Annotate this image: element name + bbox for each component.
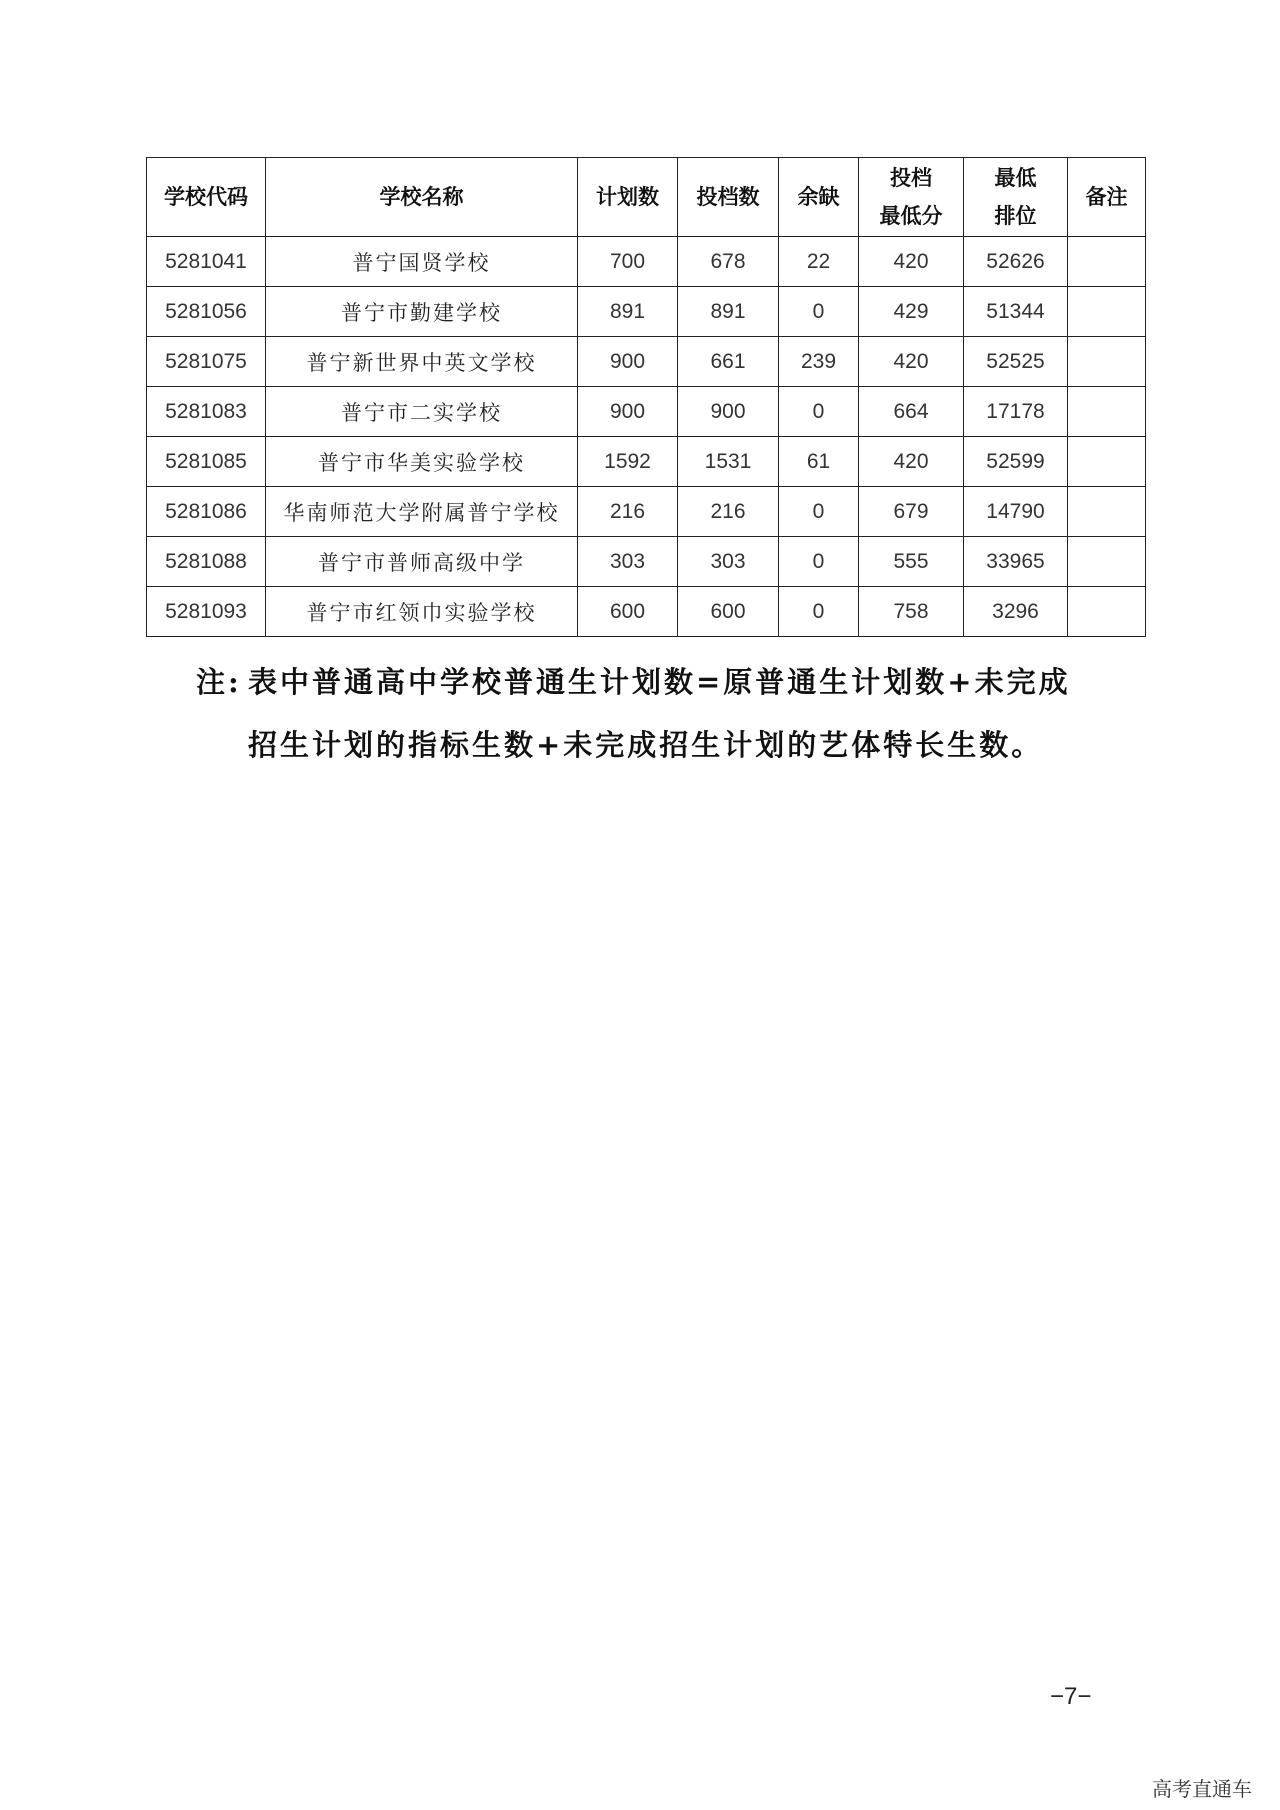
plan-count-cell: 900 xyxy=(578,337,678,387)
school-code-cell: 5281075 xyxy=(147,337,266,387)
table-row xyxy=(147,337,1146,387)
min-score-cell: 420 xyxy=(859,237,964,287)
remark-cell xyxy=(1068,237,1146,287)
min-rank-cell: 17178 xyxy=(964,387,1068,437)
school-name-cell: 普宁市勤建学校 xyxy=(266,287,578,337)
school-name-cell: 普宁市普师高级中学 xyxy=(266,537,578,587)
admitted-count-cell: 216 xyxy=(678,487,779,537)
school-code-cell: 5281083 xyxy=(147,387,266,437)
admitted-count-cell: 303 xyxy=(678,537,779,587)
admitted-count-cell: 900 xyxy=(678,387,779,437)
min-score-cell: 420 xyxy=(859,437,964,487)
column-header-line: 最低 xyxy=(994,166,1037,190)
min-rank-cell: 52626 xyxy=(964,237,1068,287)
school-code-cell: 5281093 xyxy=(147,587,266,637)
min-score-cell: 679 xyxy=(859,487,964,537)
gap-cell: 239 xyxy=(779,337,859,387)
min-score-cell: 420 xyxy=(859,337,964,387)
remark-cell xyxy=(1068,437,1146,487)
column-header xyxy=(859,158,964,237)
plan-count-cell: 216 xyxy=(578,487,678,537)
table-row xyxy=(147,387,1146,437)
admitted-count-cell: 1531 xyxy=(678,437,779,487)
column-header xyxy=(578,158,678,237)
school-code-cell: 5281086 xyxy=(147,487,266,537)
page-number: −7− xyxy=(1050,1683,1092,1710)
school-code-cell: 5281041 xyxy=(147,237,266,287)
plan-count-cell: 303 xyxy=(578,537,678,587)
school-code-cell: 5281085 xyxy=(147,437,266,487)
table-row xyxy=(147,487,1146,537)
gap-cell: 0 xyxy=(779,537,859,587)
admitted-count-cell: 661 xyxy=(678,337,779,387)
column-header-line: 投档 xyxy=(890,166,932,190)
min-rank-cell: 52599 xyxy=(964,437,1068,487)
min-rank-cell: 51344 xyxy=(964,287,1068,337)
column-header xyxy=(266,158,578,237)
school-name-cell: 普宁新世界中英文学校 xyxy=(266,337,578,387)
plan-count-cell: 891 xyxy=(578,287,678,337)
table-row xyxy=(147,237,1146,287)
footnote xyxy=(196,651,1096,777)
admitted-count-cell: 678 xyxy=(678,237,779,287)
column-header-line: 计划数 xyxy=(596,185,659,209)
table-row xyxy=(147,537,1146,587)
gap-cell: 22 xyxy=(779,237,859,287)
min-score-cell: 758 xyxy=(859,587,964,637)
admission-table xyxy=(146,157,1146,637)
school-name-cell: 华南师范大学附属普宁学校 xyxy=(266,487,578,537)
remark-cell xyxy=(1068,287,1146,337)
min-score-cell: 429 xyxy=(859,287,964,337)
column-header-line: 投档数 xyxy=(696,185,760,209)
admitted-count-cell: 891 xyxy=(678,287,779,337)
remark-cell xyxy=(1068,587,1146,637)
remark-cell xyxy=(1068,537,1146,587)
school-code-cell: 5281088 xyxy=(147,537,266,587)
min-score-cell: 664 xyxy=(859,387,964,437)
plan-count-cell: 1592 xyxy=(578,437,678,487)
plan-count-cell: 900 xyxy=(578,387,678,437)
column-header xyxy=(964,158,1068,237)
school-name-cell: 普宁市华美实验学校 xyxy=(266,437,578,487)
gap-cell: 0 xyxy=(779,387,859,437)
min-score-cell: 555 xyxy=(859,537,964,587)
column-header-line: 备注 xyxy=(1085,185,1128,209)
remark-cell xyxy=(1068,487,1146,537)
gap-cell: 0 xyxy=(779,487,859,537)
min-rank-cell: 52525 xyxy=(964,337,1068,387)
school-name-cell: 普宁市二实学校 xyxy=(266,387,578,437)
admitted-count-cell: 600 xyxy=(678,587,779,637)
table-body xyxy=(147,237,1146,637)
column-header-line: 学校名称 xyxy=(379,185,464,209)
remark-cell xyxy=(1068,387,1146,437)
min-rank-cell: 33965 xyxy=(964,537,1068,587)
column-header xyxy=(1068,158,1146,237)
gap-cell: 0 xyxy=(779,587,859,637)
column-header-line: 最低分 xyxy=(879,204,943,228)
footnote-text: 表中普通高中学校普通生计划数=原普通生计划数+未完成招生计划的指标生数+未完成招生计划的艺体特长生数。 xyxy=(248,665,1071,762)
watermark-text: 高考直通车 xyxy=(1152,1777,1252,1801)
column-header xyxy=(147,158,266,237)
min-rank-cell: 14790 xyxy=(964,487,1068,537)
column-header-line: 排位 xyxy=(994,204,1037,228)
school-name-cell: 普宁国贤学校 xyxy=(266,237,578,287)
column-header xyxy=(678,158,779,237)
plan-count-cell: 700 xyxy=(578,237,678,287)
school-code-cell: 5281056 xyxy=(147,287,266,337)
plan-count-cell: 600 xyxy=(578,587,678,637)
column-header xyxy=(779,158,859,237)
gap-cell: 61 xyxy=(779,437,859,487)
column-header-line: 学校代码 xyxy=(164,185,248,209)
footnote-prefix: 注: xyxy=(196,665,242,699)
school-name-cell: 普宁市红领巾实验学校 xyxy=(266,587,578,637)
column-header-line: 余缺 xyxy=(797,185,840,209)
table-row xyxy=(147,287,1146,337)
remark-cell xyxy=(1068,337,1146,387)
min-rank-cell: 3296 xyxy=(964,587,1068,637)
table-row xyxy=(147,437,1146,487)
gap-cell: 0 xyxy=(779,287,859,337)
table-row xyxy=(147,587,1146,637)
table-header-row xyxy=(147,158,1146,237)
